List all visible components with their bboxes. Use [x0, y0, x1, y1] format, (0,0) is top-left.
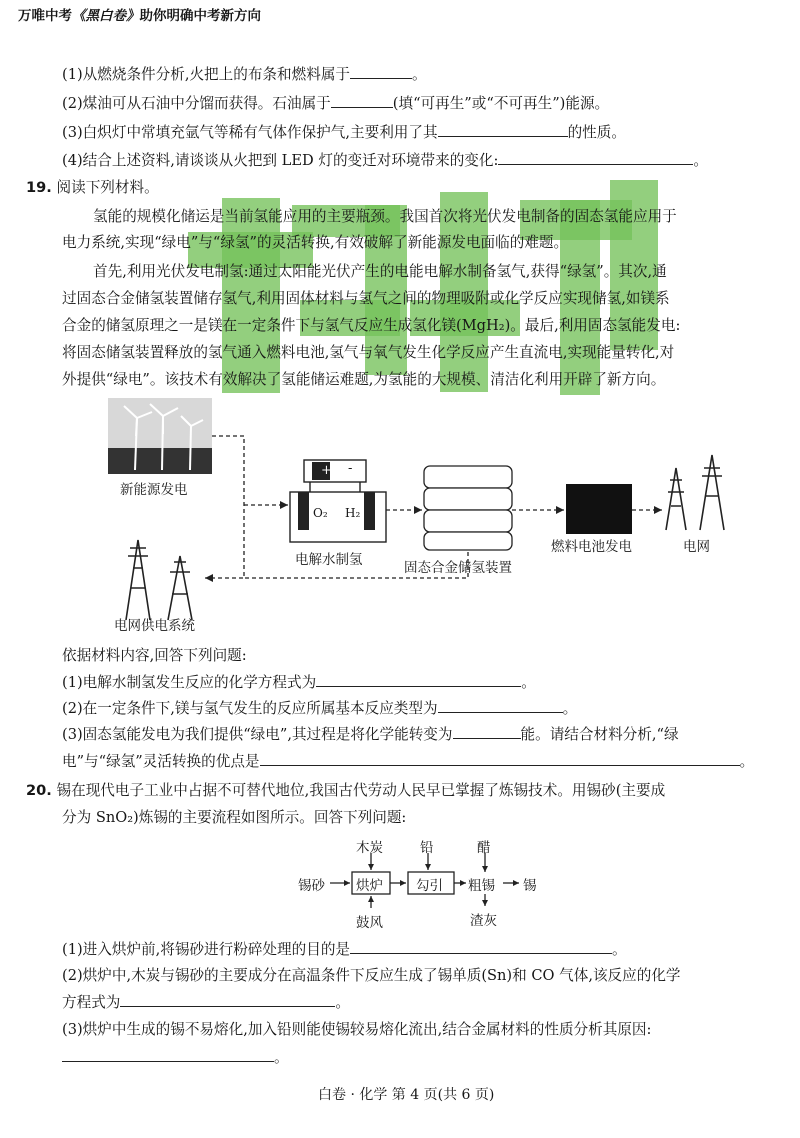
q18-item-1: (1)从燃烧条件分析,火把上的布条和燃料属于 。: [62, 66, 427, 83]
q18-item-3: (3)白炽灯中常填充氩气等稀有气体作保护气,主要利用了其 的性质。: [62, 124, 626, 141]
q19-title: 19. 阅读下列材料。: [26, 179, 159, 196]
grid-supply-label: 电网供电系统: [114, 618, 195, 634]
q19-item-3-cont: 电”与“绿氢”灵活转换的优点是 。: [62, 753, 755, 770]
bellows-label: 鼓风: [356, 915, 383, 931]
q19-para2-line5: 外提供“绿电”。该技术有效解决了氢能储运难题,为氢能的大规模、清洁化利用开辟了新方向。: [62, 371, 666, 388]
q19-para2-line1: 首先,利用光伏发电制氢:通过太阳能光伏产生的电能电解水制备氢气,获得“绿氢”。其次,通: [93, 263, 667, 280]
guide-label: 勾引: [416, 878, 443, 894]
storage-label: 固态合金储氢装置: [404, 560, 512, 576]
grid-label: 电网: [683, 539, 710, 555]
vinegar-label: 醋: [477, 840, 491, 856]
h2-label: H₂: [345, 506, 361, 520]
lead-label: 铅: [420, 840, 434, 856]
plus-sign: +: [321, 463, 332, 478]
o2-label: O₂: [313, 506, 328, 520]
q20-item-1: (1)进入烘炉前,将锡砂进行粉碎处理的目的是 。: [62, 941, 627, 958]
q19-para2-line2: 过固态合金储氢装置储存氢气,利用固体材料与氢气之间的物理吸附或化学反应实现储氢,如镁系: [62, 290, 670, 307]
q18-item-4: (4)结合上述资料,请谈谈从火把到 LED 灯的变迁对环境带来的变化: 。: [62, 152, 709, 169]
new-energy-label: 新能源发电: [120, 482, 188, 498]
q20-item-2-cont: 方程式为 。: [62, 994, 350, 1011]
slag-label: 渣灰: [470, 913, 497, 929]
page-header: 万唯中考《黑白卷》助你明确中考新方向: [18, 8, 261, 24]
q20-item-3: (3)烘炉中生成的锡不易熔化,加入铅则能使锡较易熔化流出,结合金属材料的性质分析其原因:: [62, 1021, 652, 1038]
q19-item-3: (3)固态氢能发电为我们提供“绿电”,其过程是将化学能转变为 能。请结合材料分析,“绿: [62, 726, 679, 743]
page-footer: 白卷 · 化学 第 4 页(共 6 页): [318, 1087, 495, 1103]
crude-tin-label: 粗锡: [468, 878, 495, 894]
q20-item-3-blank: 。: [62, 1047, 289, 1068]
q19-para1-line1: 氢能的规模化储运是当前氢能应用的主要瓶颈。我国首次将光伏发电制备的固态氢能应用于: [93, 208, 677, 225]
furnace-label: 烘炉: [356, 878, 383, 894]
q19-para2-line3: 合金的储氢原理之一是镁在一定条件下与氢气反应生成氢化镁(MgH₂)。最后,利用固态氢能发电:: [62, 317, 681, 334]
minus-sign: -: [348, 461, 353, 476]
q20-item-2: (2)烘炉中,木炭与锡砂的主要成分在高温条件下反应生成了锡单质(Sn)和 CO 气体,该反应的化学: [62, 967, 681, 984]
tin-sand-label: 锡砂: [298, 878, 325, 894]
fuel-cell-label: 燃料电池发电: [551, 539, 632, 555]
charcoal-label: 木炭: [356, 840, 383, 856]
q19-para2-line4: 将固态储氢装置释放的氢气通入燃料电池,氢气与氧气发生化学反应产生直流电,实现能量转化,对: [62, 344, 675, 361]
q19-intro: 依据材料内容,回答下列问题:: [62, 647, 247, 664]
tin-label: 锡: [523, 878, 537, 894]
q19-para1-line2: 电力系统,实现“绿电”与“绿氢”的灵活转换,有效破解了新能源发电面临的难题。: [62, 234, 569, 251]
q20-line2: 分为 SnO₂)炼锡的主要流程如图所示。回答下列问题:: [62, 809, 407, 826]
q19-item-2: (2)在一定条件下,镁与氢气发生的反应所属基本反应类型为 。: [62, 700, 578, 717]
q20-line1: 20. 锡在现代电子工业中占据不可替代地位,我国古代劳动人民早已掌握了炼锡技术。用锡砂(主要成: [26, 782, 666, 799]
electrolysis-label: 电解水制氢: [295, 552, 363, 568]
q19-item-1: (1)电解水制氢发生反应的化学方程式为 。: [62, 674, 536, 691]
q18-item-2: (2)煤油可从石油中分馏而获得。石油属于 (填“可再生”或“不可再生”)能源。: [62, 95, 610, 112]
